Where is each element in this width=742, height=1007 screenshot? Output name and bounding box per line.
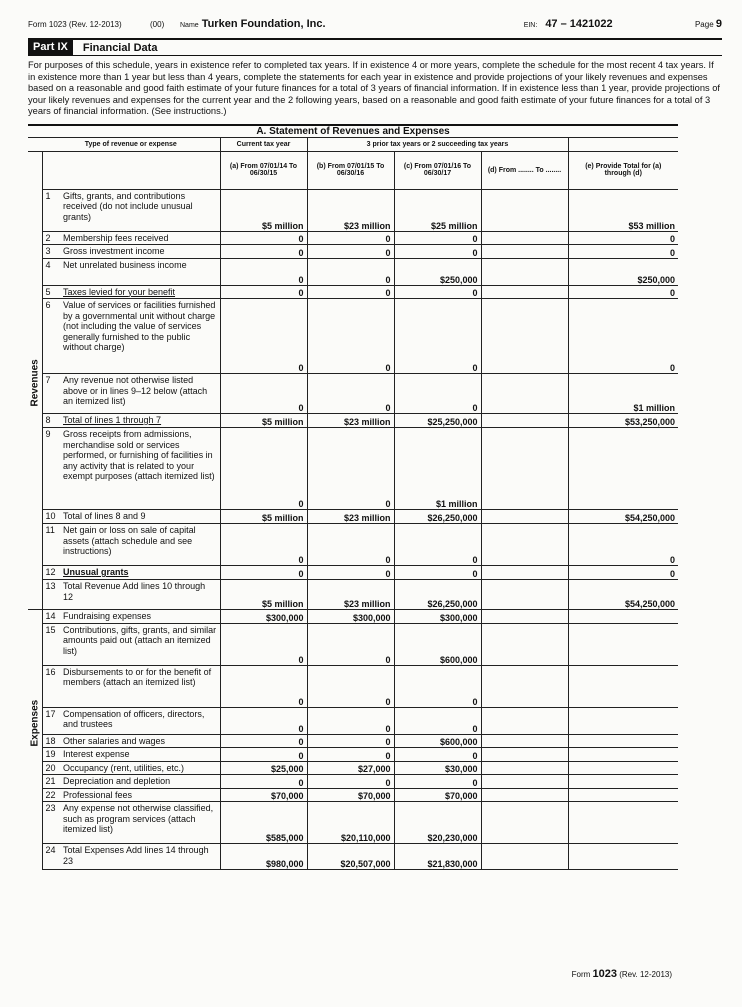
line-number: 5 (42, 285, 60, 299)
amount-col-c: 0 (394, 285, 481, 299)
page-label: Page (694, 20, 714, 29)
amount-col-a: 0 (220, 748, 307, 762)
amount-col-e: 0 (568, 524, 678, 566)
line-description: Fundraising expenses (60, 610, 220, 624)
amount-col-b: 0 (307, 665, 394, 707)
line-number: 20 (42, 761, 60, 775)
part-title: Financial Data (82, 41, 158, 54)
line-description: Depreciation and depletion (60, 775, 220, 789)
table-row (28, 258, 678, 285)
amount-col-b: 0 (307, 285, 394, 299)
table-row (28, 245, 678, 259)
line-description: Taxes levied for your benefit (60, 285, 220, 299)
amount-col-c: $21,830,000 (394, 844, 481, 870)
amount-col-b: 0 (307, 299, 394, 374)
revenue-expense-table (28, 124, 678, 871)
table-row (28, 189, 678, 231)
line-number: 24 (42, 844, 60, 870)
table-row (28, 748, 678, 762)
amount-col-b: $20,110,000 (307, 802, 394, 844)
form-code: (00) (150, 20, 165, 29)
line-number: 11 (42, 524, 60, 566)
table-row (28, 844, 678, 870)
amount-col-d (481, 428, 568, 510)
col-c-header: (c) From 07/01/16 To 06/30/17 (394, 151, 481, 189)
amount-col-d (481, 665, 568, 707)
line-description: Interest expense (60, 748, 220, 762)
amount-col-e (568, 761, 678, 775)
line-description: Membership fees received (60, 231, 220, 245)
amount-col-a: 0 (220, 665, 307, 707)
line-number: 22 (42, 788, 60, 802)
line-description: Gifts, grants, and contributions received (do not include unusual grants) (60, 189, 220, 231)
line-description: Unusual grants (60, 566, 220, 580)
amount-col-e: $53,250,000 (568, 414, 678, 428)
line-number: 8 (42, 414, 60, 428)
amount-col-a: 0 (220, 775, 307, 789)
col-prior-header: 3 prior tax years or 2 succeeding tax years (307, 137, 568, 151)
amount-col-e (568, 665, 678, 707)
amount-col-d (481, 414, 568, 428)
line-number: 21 (42, 775, 60, 789)
table-row (28, 580, 678, 610)
amount-col-a: $585,000 (220, 802, 307, 844)
amount-col-b: 0 (307, 734, 394, 748)
amount-col-e (568, 844, 678, 870)
line-number: 2 (42, 231, 60, 245)
footer-form-number: 1023 (592, 968, 617, 980)
amount-col-b: $23 million (307, 189, 394, 231)
table-row (28, 788, 678, 802)
line-number: 13 (42, 580, 60, 610)
amount-col-e: 0 (568, 245, 678, 259)
line-description: Occupancy (rent, utilities, etc.) (60, 761, 220, 775)
amount-col-e: $1 million (568, 374, 678, 414)
line-description: Professional fees (60, 788, 220, 802)
amount-col-a: 0 (220, 566, 307, 580)
line-description: Compensation of officers, directors, and trustees (60, 707, 220, 734)
amount-col-e: $53 million (568, 189, 678, 231)
amount-col-e: $54,250,000 (568, 580, 678, 610)
amount-col-d (481, 761, 568, 775)
line-number: 1 (42, 189, 60, 231)
line-description: Other salaries and wages (60, 734, 220, 748)
amount-col-e: 0 (568, 231, 678, 245)
amount-col-d (481, 844, 568, 870)
amount-col-d (481, 374, 568, 414)
page-indicator (695, 18, 722, 30)
line-description: Net gain or loss on sale of capital assets (attach schedule and see instructions) (60, 524, 220, 566)
amount-col-a: 0 (220, 623, 307, 665)
amount-col-c: 0 (394, 231, 481, 245)
amount-col-d (481, 775, 568, 789)
amount-col-b: 0 (307, 524, 394, 566)
line-number: 23 (42, 802, 60, 844)
table-row (28, 623, 678, 665)
amount-col-b: 0 (307, 623, 394, 665)
amount-col-c: $70,000 (394, 788, 481, 802)
amount-col-a: $5 million (220, 414, 307, 428)
amount-col-b: 0 (307, 775, 394, 789)
amount-col-d (481, 610, 568, 624)
amount-col-b: 0 (307, 748, 394, 762)
line-number: 7 (42, 374, 60, 414)
amount-col-a: 0 (220, 707, 307, 734)
line-number: 12 (42, 566, 60, 580)
amount-col-a: $980,000 (220, 844, 307, 870)
amount-col-c: $30,000 (394, 761, 481, 775)
table-row (28, 231, 678, 245)
amount-col-a: $300,000 (220, 610, 307, 624)
col-type-header: Type of revenue or expense (42, 137, 220, 151)
instructions-paragraph: For purposes of this schedule, years in existence refer to completed tax years. If in existence 4 or more years, complete the schedule for the most recent 4 tax years. If in existence more than 1 year but less than 4 years, complete the statements for each year in existence and provide projections of your likely revenues and expenses based on a reasonable and good faith estimate of your future finances for a total of 3 years of financial information. If in existence less than 1 year, provide projections of your likely revenues and expenses for the current year and the 2 following years, based on a reasonable and good faith estimate of your future finances for a total of 3 years of financial information. (See instructions.) (28, 60, 720, 116)
amount-col-d (481, 245, 568, 259)
amount-col-d (481, 189, 568, 231)
table-row (28, 761, 678, 775)
amount-col-d (481, 734, 568, 748)
amount-col-b: $70,000 (307, 788, 394, 802)
line-number: 15 (42, 623, 60, 665)
line-description: Total Revenue Add lines 10 through 12 (60, 580, 220, 610)
line-description: Any revenue not otherwise listed above or in lines 9–12 below (attach an itemized list) (60, 374, 220, 414)
line-number: 6 (42, 299, 60, 374)
table-row (28, 374, 678, 414)
table-row (28, 665, 678, 707)
ein-label: EIN: (523, 22, 538, 29)
amount-col-a: $5 million (220, 580, 307, 610)
line-description: Disbursements to or for the benefit of members (attach an itemized list) (60, 665, 220, 707)
amount-col-d (481, 748, 568, 762)
amount-col-a: 0 (220, 231, 307, 245)
table-row (28, 610, 678, 624)
amount-col-e (568, 428, 678, 510)
amount-col-b: 0 (307, 245, 394, 259)
amount-col-a: $5 million (220, 189, 307, 231)
col-b-header: (b) From 07/01/15 To 06/30/16 (307, 151, 394, 189)
amount-col-e: 0 (568, 566, 678, 580)
amount-col-a: 0 (220, 374, 307, 414)
amount-col-e (568, 788, 678, 802)
line-description: Total of lines 8 and 9 (60, 510, 220, 524)
amount-col-c: $25 million (394, 189, 481, 231)
amount-col-a: 0 (220, 524, 307, 566)
amount-col-c: $600,000 (394, 623, 481, 665)
amount-col-c: $25,250,000 (394, 414, 481, 428)
amount-col-e (568, 610, 678, 624)
line-number: 9 (42, 428, 60, 510)
line-description: Value of services or facilities furnished by a governmental unit without charge (not including the value of services generally furnished to the public without charge) (60, 299, 220, 374)
line-number: 18 (42, 734, 60, 748)
amount-col-c: $300,000 (394, 610, 481, 624)
amount-col-b: 0 (307, 374, 394, 414)
amount-col-c: $26,250,000 (394, 580, 481, 610)
table-row (28, 775, 678, 789)
part-label: Part IX (28, 40, 73, 55)
table-row (28, 707, 678, 734)
amount-col-a: 0 (220, 299, 307, 374)
line-description: Contributions, gifts, grants, and similar amounts paid out (attach an itemized list) (60, 623, 220, 665)
table-row (28, 414, 678, 428)
amount-col-b: $20,507,000 (307, 844, 394, 870)
amount-col-c: $26,250,000 (394, 510, 481, 524)
amount-col-a: $70,000 (220, 788, 307, 802)
amount-col-c: 0 (394, 707, 481, 734)
amount-col-e: $250,000 (568, 258, 678, 285)
amount-col-d (481, 707, 568, 734)
table-row (28, 734, 678, 748)
amount-col-a: $25,000 (220, 761, 307, 775)
form-number: Form 1023 (Rev. 12-2013) (28, 20, 122, 29)
amount-col-c: 0 (394, 748, 481, 762)
amount-col-c: 0 (394, 245, 481, 259)
amount-col-d (481, 566, 568, 580)
amount-col-b: $300,000 (307, 610, 394, 624)
amount-col-c: $600,000 (394, 734, 481, 748)
table-row (28, 285, 678, 299)
amount-col-b: $23 million (307, 580, 394, 610)
amount-col-c: 0 (394, 775, 481, 789)
table-row (28, 566, 678, 580)
amount-col-d (481, 788, 568, 802)
line-number: 3 (42, 245, 60, 259)
amount-col-a: 0 (220, 258, 307, 285)
amount-col-a: 0 (220, 734, 307, 748)
col-a-header: (a) From 07/01/14 To 06/30/15 (220, 151, 307, 189)
amount-col-b: 0 (307, 258, 394, 285)
amount-col-d (481, 231, 568, 245)
amount-col-e (568, 734, 678, 748)
amount-col-b: 0 (307, 707, 394, 734)
amount-col-b: $23 million (307, 510, 394, 524)
amount-col-d (481, 524, 568, 566)
amount-col-c: 0 (394, 524, 481, 566)
amount-col-c: $20,230,000 (394, 802, 481, 844)
amount-col-d (481, 623, 568, 665)
amount-col-d (481, 258, 568, 285)
amount-col-e (568, 802, 678, 844)
amount-col-e (568, 623, 678, 665)
table-row (28, 802, 678, 844)
line-description: Any expense not otherwise classified, such as program services (attach itemized list) (60, 802, 220, 844)
amount-col-e: 0 (568, 299, 678, 374)
organization-name: Turken Foundation, Inc. (201, 18, 326, 30)
line-number: 16 (42, 665, 60, 707)
amount-col-a: 0 (220, 245, 307, 259)
amount-col-c: 0 (394, 299, 481, 374)
col-d-header: (d) From ........ To ........ (481, 151, 568, 189)
line-number: 4 (42, 258, 60, 285)
amount-col-d (481, 299, 568, 374)
amount-col-d (481, 802, 568, 844)
revenues-side-label: Revenues (29, 358, 41, 406)
amount-col-b: 0 (307, 428, 394, 510)
line-number: 19 (42, 748, 60, 762)
expenses-side-label: Expenses (29, 700, 41, 747)
line-description: Gross investment income (60, 245, 220, 259)
amount-col-e (568, 707, 678, 734)
col-current-header: Current tax year (220, 137, 307, 151)
amount-col-d (481, 285, 568, 299)
part-bar (28, 38, 722, 56)
amount-col-b: $23 million (307, 414, 394, 428)
amount-col-c: $250,000 (394, 258, 481, 285)
footer-revision: (Rev. 12-2013) (619, 970, 672, 979)
amount-col-c: 0 (394, 566, 481, 580)
section-title: A. Statement of Revenues and Expenses (28, 125, 678, 138)
form-header (28, 18, 722, 36)
amount-col-e (568, 775, 678, 789)
amount-col-a: 0 (220, 285, 307, 299)
amount-col-a: 0 (220, 428, 307, 510)
line-description: Net unrelated business income (60, 258, 220, 285)
table-row (28, 299, 678, 374)
line-number: 14 (42, 610, 60, 624)
footer-form-label: Form (571, 970, 591, 979)
line-description: Total Expenses Add lines 14 through 23 (60, 844, 220, 870)
amount-col-b: 0 (307, 566, 394, 580)
name-label: Name (180, 22, 199, 29)
amount-col-c: 0 (394, 374, 481, 414)
amount-col-b: $27,000 (307, 761, 394, 775)
table-row (28, 524, 678, 566)
amount-col-a: $5 million (220, 510, 307, 524)
amount-col-e: $54,250,000 (568, 510, 678, 524)
amount-col-d (481, 580, 568, 610)
line-number: 17 (42, 707, 60, 734)
ein-value: 47 – 1421022 (545, 18, 613, 30)
table-row (28, 428, 678, 510)
line-number: 10 (42, 510, 60, 524)
col-e-header: (e) Provide Total for (a) through (d) (568, 151, 678, 189)
amount-col-d (481, 510, 568, 524)
amount-col-e: 0 (568, 285, 678, 299)
amount-col-e (568, 748, 678, 762)
line-description: Gross receipts from admissions, merchandise sold or services performed, or furnishing of facilities in any activity that is related to your exempt purposes (attach itemized list) (60, 428, 220, 510)
page-number: 9 (715, 18, 722, 30)
table-row (28, 510, 678, 524)
amount-col-b: 0 (307, 231, 394, 245)
amount-col-c: 0 (394, 665, 481, 707)
form-footer (572, 968, 672, 980)
line-description: Total of lines 1 through 7 (60, 414, 220, 428)
amount-col-c: $1 million (394, 428, 481, 510)
